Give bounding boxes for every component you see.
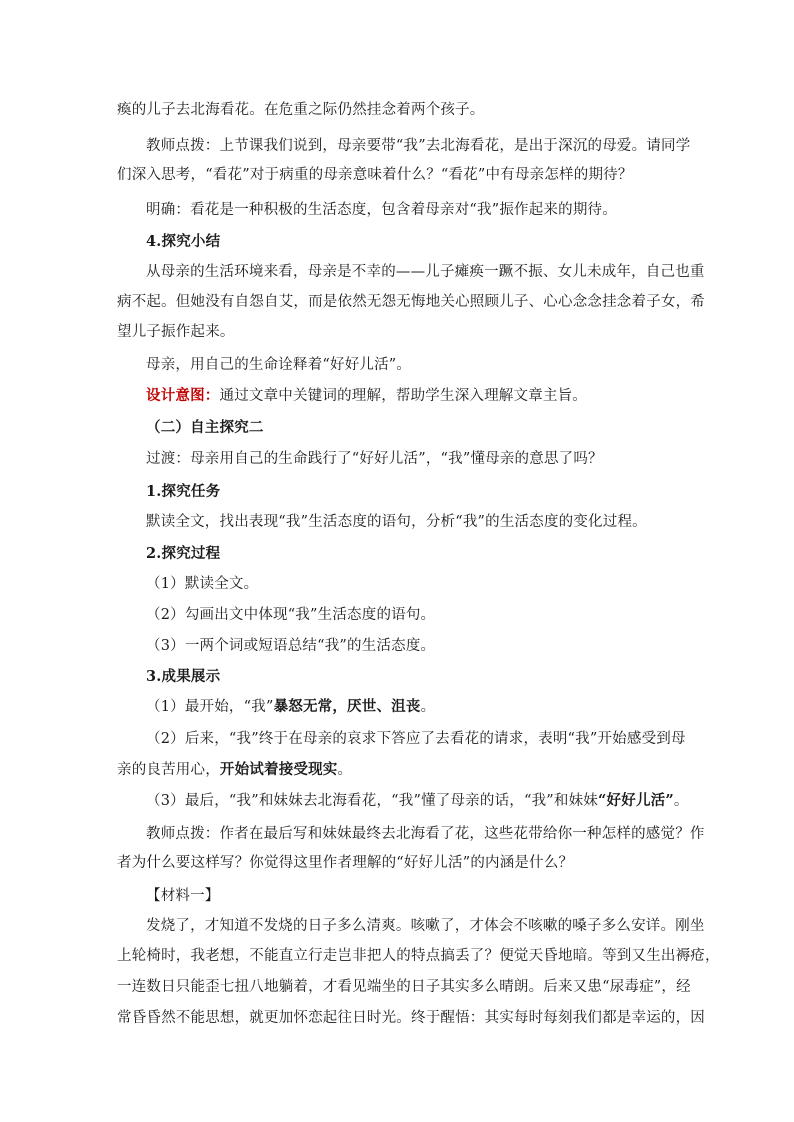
clarification-line: 明确：看花是一种积极的生活态度，包含着母亲对“我”振作起来的期待。 [146,202,617,218]
teacher-guidance-line: 教师点拨：作者在最后写和妹妹最终去北海看了花，这些花带给你一种怎样的感觉？作 [146,826,705,842]
section-heading: 3.成果展示 [146,668,221,685]
text-span: （3）最后，“我”和妹妹去北海看花，“我”懂了母亲的话，“我”和妹妹 [146,793,598,809]
list-item [146,791,706,811]
list-item: （3）一两个词或短语总结“我”的生活态度。 [146,638,436,654]
paragraph-line: 们深入思考，“看花”对于病重的母亲意味着什么？“看花”中有母亲怎样的期待？ [117,167,633,183]
paragraph-line: 病不起。但她没有自怨自艾，而是依然无怨无悔地关心照顾儿子、心心念念挂念着子女，希 [117,294,705,310]
list-item: （2）后来，“我”终于在母亲的哀求下答应了去看花的请求，表明“我”开始感受到母 [146,731,686,747]
text-span: （1）最开始，“我” [146,699,274,715]
text-span: 。 [420,699,436,715]
paragraph-line: 上轮椅时，我老想，不能直立行走岂非把人的特点搞丢了？便觉天昏地暗。等到又生出褥疮， [117,948,720,964]
emphasis-text: “好好儿活” [598,792,674,809]
paragraph-line: 从母亲的生活环境来看，母亲是不幸的——儿子瘫痪一蹶不振、女儿未成年，自己也重 [146,264,705,280]
design-intent-label: 设计意图： [146,387,220,404]
paragraph-line: 望儿子振作起来。 [117,324,235,340]
design-intent-line [146,386,706,406]
paragraph-line: 发烧了，才知道不发烧的日子多么清爽。咳嗽了，才体会不咳嗽的嗓子多么安详。刚坐 [146,918,705,934]
section-heading: （二）自主探究二 [146,419,264,436]
transition-line: 过渡：母亲用自己的生命践行了“好好儿活”，“我”懂母亲的意思了吗？ [146,451,603,467]
paragraph-line: 者为什么要这样写？你觉得这里作者理解的“好好儿活”的内涵是什么？ [117,855,574,871]
paragraph-line [117,760,677,780]
list-item: （1）默读全文。 [146,576,259,592]
paragraph-line: 母亲，用自己的生命诠释着“好好儿活”。 [146,357,412,373]
section-heading: 4.探究小结 [146,233,221,250]
text-span: 。 [337,762,353,778]
list-item: （2）勾画出文中体现“我”生活态度的语句。 [146,607,436,623]
paragraph-line: 瘓的儿子去北海看花。在危重之际仍然挂念着两个孩子。 [117,102,485,118]
emphasis-text: 开始试着接受现实 [219,761,338,778]
paragraph-line: 一连数日只能歪七扭八地躺着，才看见端坐的日子其实多么晴朗。后来又患“尿毒症”，经 [117,979,691,995]
section-heading: 2.探究过程 [146,545,221,562]
paragraph-line: 默读全文，找出表现“我”生活态度的语句，分析“我”的生活态度的变化过程。 [146,514,647,530]
section-heading: 1.探究任务 [146,483,221,500]
design-intent-text: 通过文章中关键词的理解，帮助学生深入理解文章主旨。 [219,388,587,404]
list-item [146,697,706,717]
teacher-guidance-line: 教师点拨：上节课我们说到，母亲要带“我”去北海看花，是出于深沉的母爱。请同学 [146,138,691,154]
paragraph-line: 常昏昏然不能思想，就更加怀恋起往日时光。终于醒悟：其实每时每刻我们都是幸运的，因 [117,1010,705,1026]
material-heading: 【材料一】 [146,888,220,904]
emphasis-text: 暴怒无常，厌世、沮丧 [273,698,421,715]
text-span: 。 [673,793,689,809]
text-span: 亲的良苦用心， [117,762,220,778]
